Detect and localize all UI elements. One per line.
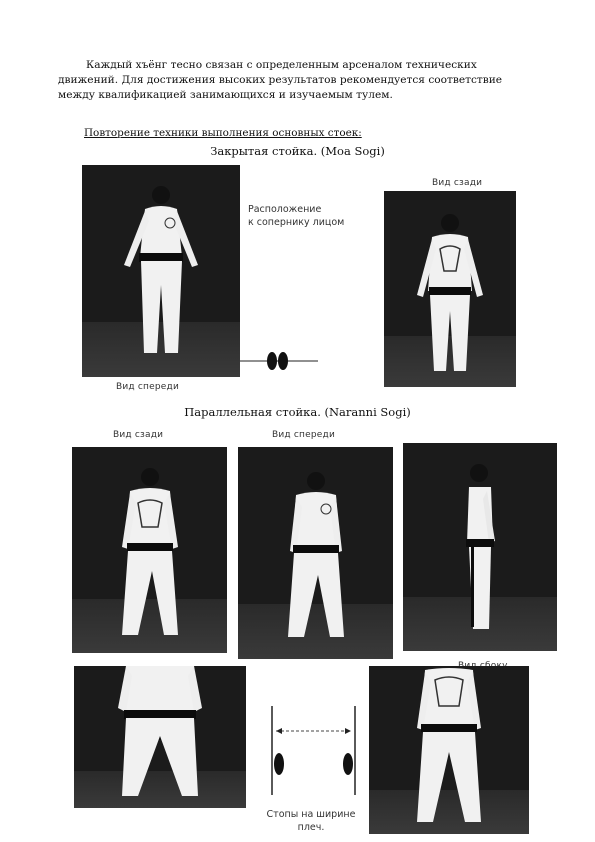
figure-back-parallel bbox=[72, 447, 227, 653]
figure-lower-body bbox=[74, 666, 246, 808]
intro-line-2: движений. Для достижения высоких результатов рекомендуется соответствие bbox=[58, 74, 503, 86]
stance2-side-photo bbox=[403, 443, 557, 651]
stance1-back-label: Вид сзади bbox=[432, 178, 483, 188]
stance2-title: Параллельная стойка. (Naranni Sogi) bbox=[184, 405, 411, 419]
stance2-feet-label: Стопы на ширине плеч. bbox=[266, 809, 356, 833]
figure-back bbox=[384, 191, 516, 387]
stance1-front-label: Вид спереди bbox=[116, 382, 179, 392]
stance1-title: Закрытая стойка. (Moa Sogi) bbox=[210, 144, 385, 158]
stance2-front-photo bbox=[238, 447, 393, 659]
section-subheading: Повторение техники выполнения основных стоек: bbox=[84, 127, 362, 139]
figure-front-fists bbox=[82, 165, 240, 377]
figure-back-full bbox=[369, 666, 529, 834]
stance1-position-label: Расположение к сопернику лицом bbox=[248, 204, 345, 228]
stance2-hands-photo bbox=[74, 666, 246, 808]
intro-line-1: Каждый хъёнг тесно связан с определенным арсеналом технических bbox=[86, 59, 477, 71]
stance1-back-photo bbox=[384, 191, 516, 387]
stance1-front-photo bbox=[82, 165, 240, 377]
figure-side-parallel bbox=[403, 443, 557, 651]
stance2-back-label: Вид сзади bbox=[113, 430, 164, 440]
stance2-back-full-photo bbox=[369, 666, 529, 834]
figure-front-parallel bbox=[238, 447, 393, 659]
stance2-back-photo bbox=[72, 447, 227, 653]
intro-paragraph bbox=[58, 58, 552, 103]
stance2-front-label: Вид спереди bbox=[272, 430, 335, 440]
intro-line-3: между квалификацией занимающихся и изучаемым тулем. bbox=[58, 89, 393, 101]
